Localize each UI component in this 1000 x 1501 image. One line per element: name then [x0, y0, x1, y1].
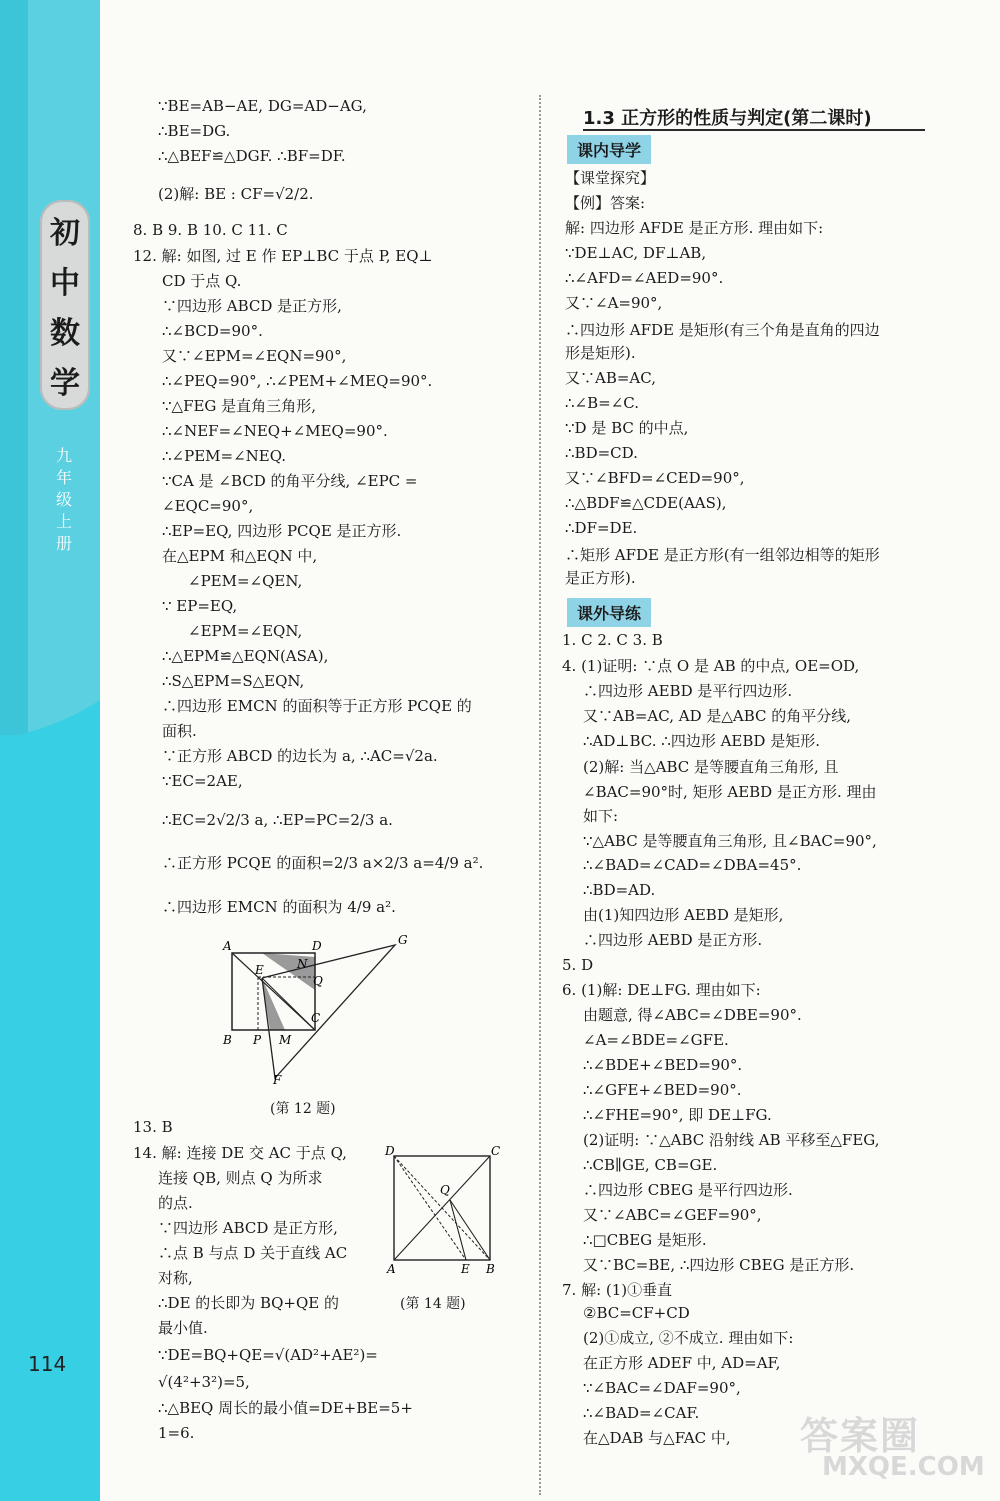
segment-qe — [450, 1200, 466, 1260]
text-line: 又∵∠BFD=∠CED=90°, — [565, 469, 745, 487]
section-underline — [583, 129, 925, 131]
text-line: ∴S△EPM=S△EQN, — [162, 672, 305, 690]
text-line: ∠EPM=∠EQN, — [188, 622, 303, 640]
text-line: ∵△ABC 是等腰直角三角形, 且∠BAC=90°, — [583, 832, 877, 850]
text-line: 在△DAB 与△FAC 中, — [583, 1429, 731, 1447]
text-line: 13. B — [133, 1118, 173, 1136]
text-line: √(4²+3²)=5, — [158, 1373, 250, 1391]
text-line: 1=6. — [158, 1424, 195, 1442]
text-line: ∵△FEG 是直角三角形, — [162, 397, 316, 415]
text-line: 如下: — [583, 807, 619, 825]
book-title-char: 初 — [50, 216, 80, 251]
text-line: 【例】答案: — [565, 194, 646, 212]
point-label: C — [311, 1011, 321, 1025]
text-line: ∴EC=2√2/3 a, ∴EP=PC=2/3 a. — [162, 811, 393, 829]
text-line: ∴正方形 PCQE 的面积=2/3 a×2/3 a=4/9 a². — [162, 854, 484, 872]
text-line: ∴∠B=∠C. — [565, 394, 639, 412]
point-label: Q — [313, 974, 323, 988]
text-line: (2)解: 当△ABC 是等腰直角三角形, 且 — [583, 758, 839, 776]
text-line: ∵D 是 BC 的中点, — [565, 419, 689, 437]
text-line: ∴四边形 EMCN 的面积等于正方形 PCQE 的 — [162, 697, 472, 715]
text-line: ∴∠BAD=∠CAF. — [583, 1404, 700, 1422]
text-line: ∠BAC=90°时, 矩形 AEBD 是正方形. 理由 — [583, 783, 877, 801]
point-label: F — [273, 1073, 282, 1087]
point-label: G — [398, 933, 408, 947]
book-title-tab — [40, 200, 90, 410]
watermark: 答案圈 — [800, 1414, 921, 1458]
text-line: ∴DE 的长即为 BQ+QE 的 — [158, 1294, 339, 1312]
text-line: ∴点 B 与点 D 关于直线 AC — [158, 1244, 348, 1262]
point-label: A — [387, 1262, 396, 1276]
figure-12 — [215, 930, 415, 1090]
point-label: A — [223, 939, 232, 953]
text-line: 面积. — [162, 722, 197, 740]
text-line: ∵EC=2AE, — [162, 772, 243, 790]
text-line: ∠PEM=∠QEN, — [188, 572, 303, 590]
text-line: 又∵AB=AC, — [565, 369, 656, 387]
text-line: 14. 解: 连接 DE 交 AC 于点 Q, — [133, 1144, 347, 1162]
point-label: B — [486, 1262, 495, 1276]
text-line: ∵DE=BQ+QE=√(AD²+AE²)= — [158, 1346, 378, 1364]
book-title-char: 学 — [50, 366, 80, 401]
text-line: ∴BD=CD. — [565, 444, 638, 462]
text-line: 6. (1)解: DE⊥FG. 理由如下: — [562, 981, 761, 999]
text-line: ∴△EPM≌△EQN(ASA), — [162, 647, 329, 665]
book-title-char: 数 — [50, 316, 80, 351]
text-line: ∴BE=DG. — [158, 122, 231, 140]
point-label: P — [253, 1033, 262, 1047]
text-line: ∴四边形 AEBD 是正方形. — [583, 931, 763, 949]
point-label: E — [255, 963, 264, 977]
text-line: (2)证明: ∵△ABC 沿射线 AB 平移至△FEG, — [583, 1131, 880, 1149]
text-line: ∴EP=EQ, 四边形 PCQE 是正方形. — [162, 522, 402, 540]
text-line: ∴∠NEF=∠NEQ+∠MEQ=90°. — [162, 422, 388, 440]
text-line: ∠A=∠BDE=∠GFE. — [583, 1031, 729, 1049]
text-line: 由题意, 得∠ABC=∠DBE=90°. — [583, 1006, 802, 1024]
point-label: D — [312, 939, 322, 953]
text-line: (2)解: BE : CF=√2/2. — [158, 185, 314, 203]
text-line: 在△EPM 和△EQN 中, — [162, 547, 318, 565]
text-line: ∴矩形 AFDE 是正方形(有一组邻边相等的矩形 — [565, 546, 880, 564]
label-after-class: 课外导练 — [567, 598, 651, 627]
text-line: ∵ EP=EQ, — [162, 597, 238, 615]
text-line: 在正方形 ADEF 中, AD=AF, — [583, 1354, 781, 1372]
text-line: ∴∠PEQ=90°, ∴∠PEM+∠MEQ=90°. — [162, 372, 433, 390]
text-line: 12. 解: 如图, 过 E 作 EP⊥BC 于点 P, EQ⊥ — [133, 247, 433, 265]
text-line: ∴AD⊥BC. ∴四边形 AEBD 是矩形. — [583, 732, 820, 750]
column-divider — [539, 95, 541, 1495]
text-line: ∴∠BAD=∠CAD=∠DBA=45°. — [583, 856, 802, 874]
text-line: ∴BD=AD. — [583, 881, 656, 899]
text-line: ∠EQC=90°, — [162, 497, 254, 515]
text-line: ∴△BEF≌△DGF. ∴BF=DF. — [158, 147, 346, 165]
text-line: ∴∠AFD=∠AED=90°. — [565, 269, 724, 287]
text-line: 【课堂探究】 — [565, 169, 656, 187]
text-line: ∴四边形 CBEG 是平行四边形. — [583, 1181, 793, 1199]
label-in-class: 课内导学 — [567, 135, 651, 164]
page-number: 114 — [28, 1352, 67, 1376]
text-line: 最小值. — [158, 1319, 208, 1337]
sidebar-lower — [0, 735, 100, 1501]
text-line: 7. 解: (1)①垂直 — [562, 1281, 673, 1299]
text-line: ∴△BDF≌△CDE(AAS), — [565, 494, 727, 512]
text-line: 又∵∠ABC=∠GEF=90°, — [583, 1206, 762, 1224]
text-line: ∵CA 是 ∠BCD 的角平分线, ∠EPC = — [162, 472, 418, 490]
text-line: 1. C 2. C 3. B — [562, 631, 663, 649]
text-line: 8. B 9. B 10. C 11. C — [133, 221, 288, 239]
point-label: M — [279, 1033, 292, 1047]
text-line: ∴∠GFE+∠BED=90°. — [583, 1081, 742, 1099]
text-line: ②BC=CF+CD — [583, 1304, 690, 1322]
text-line: ∴四边形 AFDE 是矩形(有三个角是直角的四边 — [565, 321, 880, 339]
point-label: B — [223, 1033, 232, 1047]
text-line: ∴CB∥GE, CB=GE. — [583, 1156, 718, 1174]
text-line: 解: 四边形 AFDE 是正方形. 理由如下: — [565, 219, 824, 237]
figure-14 — [382, 1142, 502, 1282]
text-line: ∴∠FHE=90°, 即 DE⊥FG. — [583, 1106, 772, 1124]
text-line: ∴四边形 EMCN 的面积为 4/9 a². — [162, 898, 396, 916]
point-label: C — [491, 1144, 501, 1158]
grade-label: 九 年 级 上 册 — [55, 446, 72, 553]
text-line: 又∵∠A=90°, — [565, 294, 663, 312]
text-line: ∴四边形 AEBD 是平行四边形. — [583, 682, 793, 700]
point-label: Q — [440, 1183, 450, 1197]
text-line: 又∵∠EPM=∠EQN=90°, — [162, 347, 347, 365]
text-line: 4. (1)证明: ∵点 O 是 AB 的中点, OE=OD, — [562, 657, 860, 675]
text-line: ∴∠BDE+∠BED=90°. — [583, 1056, 743, 1074]
text-line: ∴DF=DE. — [565, 519, 638, 537]
text-line: 5. D — [562, 956, 594, 974]
text-line: 又∵AB=AC, AD 是△ABC 的角平分线, — [583, 707, 852, 725]
text-line: 连接 QB, 则点 Q 为所求 — [158, 1169, 323, 1187]
text-line: ∴□CBEG 是矩形. — [583, 1231, 707, 1249]
text-line: ∵正方形 ABCD 的边长为 a, ∴AC=√2a. — [162, 747, 438, 765]
figure-14-caption: (第 14 题) — [400, 1296, 466, 1312]
text-line: ∵∠BAC=∠DAF=90°, — [583, 1379, 741, 1397]
text-line: 是正方形). — [565, 569, 636, 587]
text-line: ∴∠PEM=∠NEQ. — [162, 447, 287, 465]
text-line: 形是矩形). — [565, 344, 636, 362]
text-line: 又∵BC=BE, ∴四边形 CBEG 是正方形. — [583, 1256, 855, 1274]
book-title-char: 中 — [50, 266, 80, 301]
text-line: ∵四边形 ABCD 是正方形, — [162, 297, 342, 315]
text-line: 由(1)知四边形 AEBD 是矩形, — [583, 906, 784, 924]
text-line: ∴∠BCD=90°. — [162, 322, 263, 340]
text-line: ∴△BEQ 周长的最小值=DE+BE=5+ — [158, 1399, 413, 1417]
point-label: D — [385, 1144, 395, 1158]
text-line: (2)①成立, ②不成立. 理由如下: — [583, 1329, 794, 1347]
text-line: ∵四边形 ABCD 是正方形, — [158, 1219, 338, 1237]
text-line: 的点. — [158, 1194, 193, 1212]
watermark-url: MXQE.COM — [822, 1452, 985, 1482]
text-line: ∵BE=AB−AE, DG=AD−AG, — [158, 97, 367, 115]
figure-12-caption: (第 12 题) — [270, 1101, 336, 1117]
text-line: CD 于点 Q. — [162, 272, 242, 290]
point-label: E — [461, 1262, 470, 1276]
segment-qb — [450, 1200, 490, 1260]
text-line: 对称, — [158, 1269, 193, 1287]
section-title: 1.3 正方形的性质与判定(第二课时) — [583, 108, 872, 129]
text-line: ∵DE⊥AC, DF⊥AB, — [565, 244, 707, 262]
point-label: N — [297, 957, 308, 971]
